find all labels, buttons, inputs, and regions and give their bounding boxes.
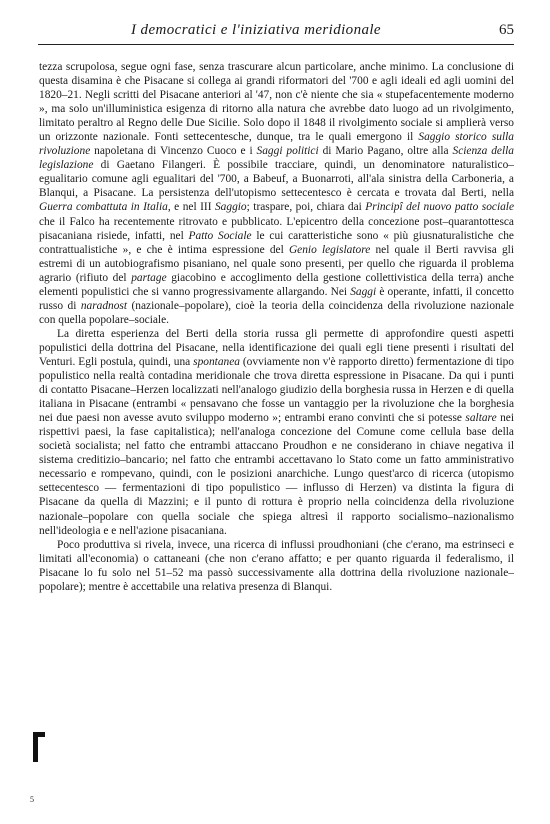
text-run: napoletana di Vincenzo Cuoco e i (90, 145, 257, 158)
running-title: I democratici e l'iniziativa meridionale (131, 22, 381, 38)
italic-text: Saggio (214, 201, 247, 214)
margin-mark-tick (37, 732, 45, 737)
text-run: ; traspare, poi, chiara dai (246, 201, 366, 214)
italic-text: Principî del nuovo patto sociale (365, 201, 515, 214)
italic-text: Scienza della legislazione (39, 145, 514, 172)
running-header (38, 22, 514, 45)
text-run: (nazionale–popolare), cioè la teoria della coincidenza della rivoluzione nazionale con quella popolare–sociale. (39, 299, 514, 326)
body-text (39, 60, 514, 594)
text-run: La diretta esperienza del Berti della storia russa gli permette di approfondire questi aspetti populistici della dottrina del Pisacane, nella identificazione dei quali egli tiene presenti i risultati del Venturi. Egli postula, quindi, una (39, 327, 514, 368)
text-run: , e nel III (167, 201, 215, 214)
text-run: è operante, infatti, il concetto russo di (39, 285, 514, 312)
text-run: di Mario Pagano, oltre alla (318, 145, 453, 158)
text-run: (ovviamente non v'è rapporto diretto) fermentazione di tipo populistico nella realtà contadina meridionale che trova diretta espressione in Pisacane. Da qui i punti di contatto Pisacane–Herzen localizzati nell'analogo giudizio della borghesia russa in Herzen e di quella italiana in Pisacane (entrambi « pensavano che fosse un vantaggio per la rivoluzione che la borghesia nei due paesi non avesse avuto sviluppo moderno »; entrambi erano convinti che si potesse (39, 355, 515, 425)
italic-text: Saggio storico sulla rivoluzione (39, 131, 514, 158)
italic-text: Patto Sociale (188, 229, 252, 242)
paragraph (39, 327, 514, 538)
text-run: tezza scrupolosa, segue ogni fase, senza trascurare alcun particolare, anche minimo. La conclusione di questa disamina è che Pisacane si collega ai grandi riformatori del '700 e agli ideali ed agli uomini del 1820–21. Negli scritti del Pisacane anteriori al '47, non c'è niente che sia « stupefacentemente moderno », ma solo un'illuministica esigenza di ritorno alla natura che avrebbe dato luogo ad un rivolgimento, limitato peraltro al Regno delle Due Sicilie. Solo dopo il 1848 il rivolgimento sociale si amplierà verso un orizzonte nazionale. Fonti settecentesche, dunque, tra le quali emergono il (39, 61, 514, 144)
page-number: 65 (499, 22, 514, 38)
text-run: giacobino e accoglimento della gestione collettivistica della terra) anche elementi populistici che si vanno progressivamente allargando. Nei (39, 271, 514, 298)
paragraph (39, 60, 514, 327)
text-run: nei rispettivi paesi, la fase capitalistica); nell'analoga concezione del Comune come cellula base della società socialista; nel fatto che entrambi attaccano Proudhon e ne considerano in chiave negativa il sistema creditizio–bancario; nel fatto che entrambi accettavano lo Stato come un fatto amministrativo necessario e rompevano, quindi, con le posizioni anarchiche. Lungo quest'arco di ricerca (utopismo settecentesco — fermentazioni di tipo populistico — influsso di Herzen) va distinta la figura di Pisacane da quella di Mazzini; e il punto di rottura è proprio nella coincidenza della rivoluzione nazionale–popolare con quella sociale che spiega altresì il rapporto socialismo–nazionalismo nell'ideologia e e nell'azione pisacaniana. (39, 412, 514, 537)
italic-text: naradnost (80, 299, 128, 312)
text-run: nel quale il Berti ravvisa gli estremi di un autobiografismo pisaniano, nel quale sono presenti, per quello che riguarda il problema agrario (rifiuto del (39, 243, 514, 284)
text-run: che il Falco ha recentemente ritrovato e pubblicato. L'epicentro della concezione post–quarantottesca pisacaniana risiede, infatti, nel (39, 215, 514, 242)
italic-text: spontanea (193, 355, 240, 368)
italic-text: Saggi politici (256, 145, 319, 158)
text-run: di Gaetano Filangeri. È possibile tracciare, quindi, un denominatore naturalistico–egualitario comune agli egualitari del '700, a Babeuf, a Buonarroti, all'ala sinistra della Carboneria, a Blanqui, a Pisacane. La persistenza dell'utopismo settecentesco è cercata e trovata dal Berti, nella (39, 159, 514, 200)
text-run: Poco produttiva si rivela, invece, una ricerca di influssi proudhoniani (che c'erano, ma estrinseci e limitati all'economia) o cattaneani (che non c'erano affatto; e per quanto riguarda il federalismo, il Pisacane lo fu solo nel 51–52 ma passò successivamente alla dottrina della rivoluzione nazionale–popolare); mentre è accettabile una relativa presenza di Blanqui. (39, 538, 514, 593)
italic-text: partage (131, 271, 167, 284)
text-run: le cui caratteristiche sono « più giusnaturalistiche che contrattualistiche », e che è intima espressione del (39, 229, 514, 256)
italic-text: Guerra combattuta in Italia (39, 201, 168, 214)
italic-text: Saggi (350, 285, 377, 298)
paragraph (39, 538, 514, 594)
italic-text: saltare (465, 412, 497, 425)
italic-text: Genio legislatore (288, 243, 371, 256)
signature-mark: 5 (30, 795, 34, 804)
